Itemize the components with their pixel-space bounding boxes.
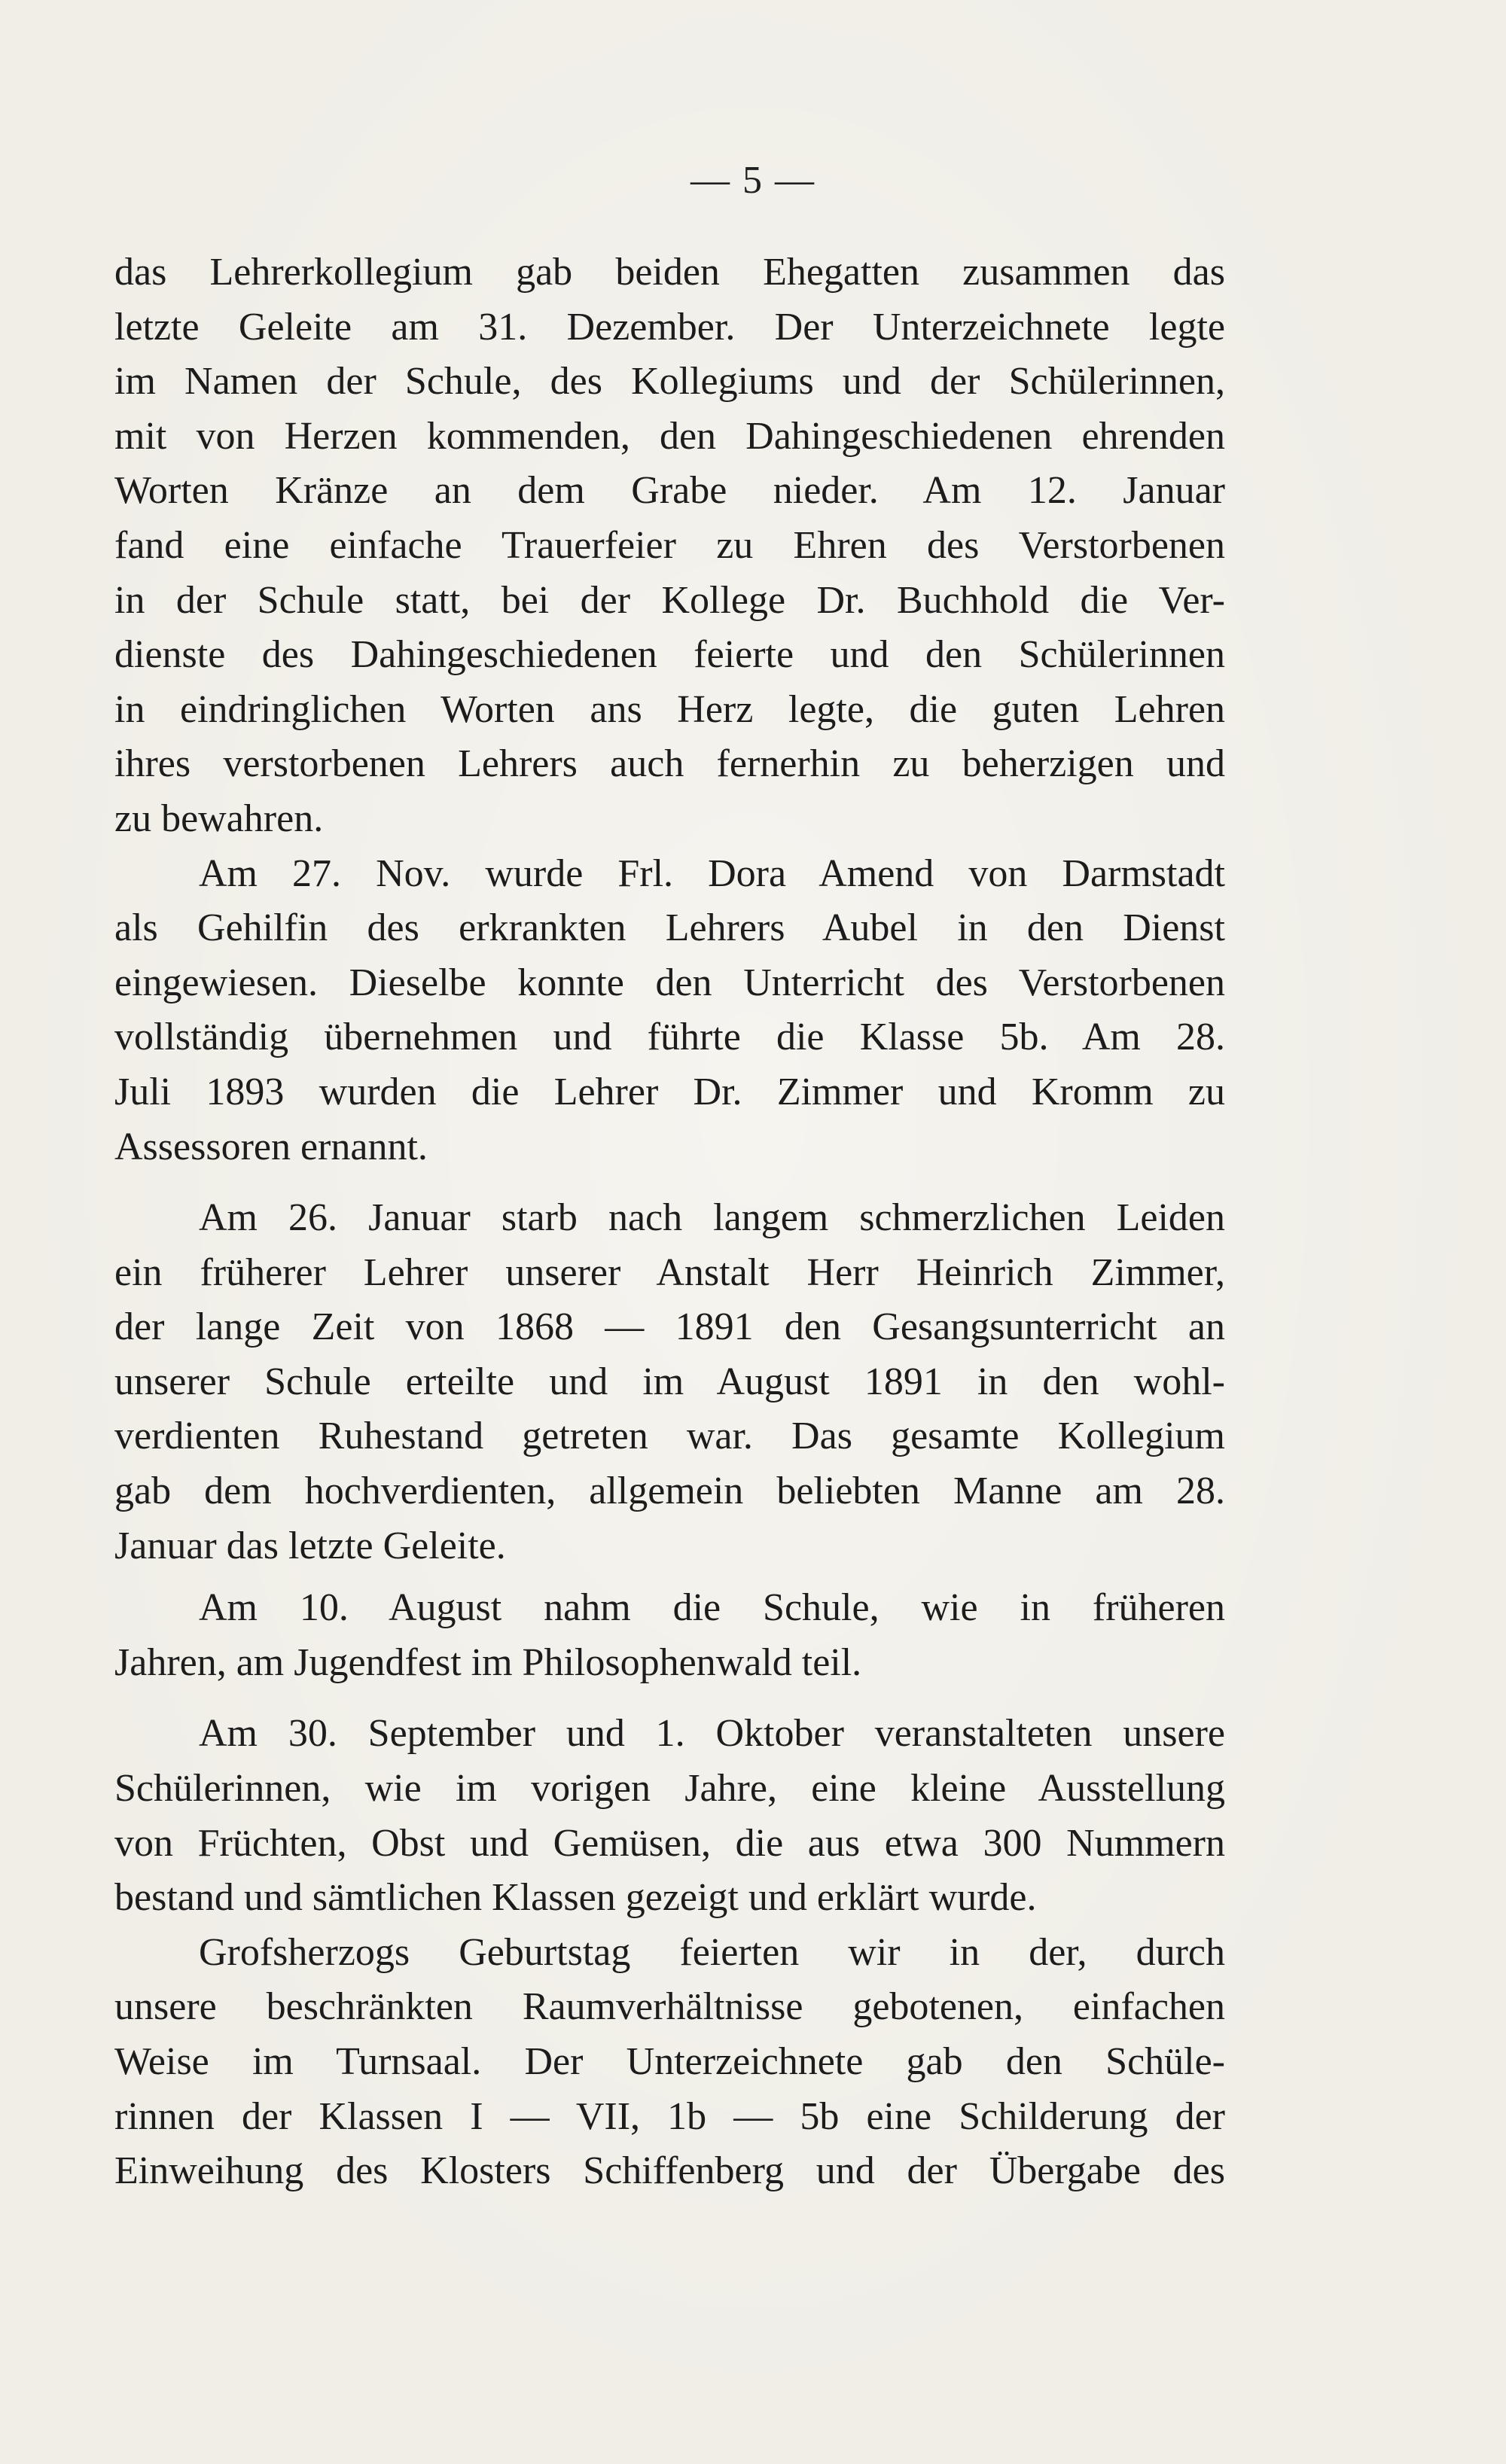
- text-line: eingewiesen. Dieselbe konnte den Unterricht des Verstorbenen: [114, 961, 1225, 1004]
- paragraph: [114, 245, 1225, 847]
- text-line: der lange Zeit von 1868 — 1891 den Gesangsunterricht an: [114, 1305, 1225, 1349]
- text-line: im Namen der Schule, des Kollegiums und der Schülerinnen,: [114, 360, 1225, 404]
- text-line: Worten Kränze an dem Grabe nieder. Am 12. Januar: [114, 469, 1225, 513]
- text-line: Weise im Turnsaal. Der Unterzeichnete gab den Schüle-: [114, 2040, 1225, 2083]
- text-line: mit von Herzen kommenden, den Dahingeschiedenen ehrenden: [114, 414, 1225, 458]
- paragraph: [114, 1581, 1225, 1690]
- text-line: Schülerinnen, wie im vorigen Jahre, eine kleine Ausstellung: [114, 1767, 1225, 1811]
- text-line: das Lehrerkollegium gab beiden Ehegatten zusammen das: [114, 251, 1225, 294]
- text-line: fand eine einfache Trauerfeier zu Ehren des Verstorbenen: [114, 523, 1225, 567]
- paragraph-gap: [114, 1174, 1225, 1191]
- text-line: unserer Schule erteilte und im August 1891 in den wohl-: [114, 1360, 1225, 1403]
- text-line: Januar das letzte Geleite.: [114, 1524, 506, 1567]
- paragraph: [114, 847, 1225, 1175]
- text-line: als Gehilfin des erkrankten Lehrers Aubel in den Dienst: [114, 906, 1225, 950]
- text-line: unsere beschränkten Raumverhältnisse gebotenen, einfachen: [114, 1985, 1225, 2029]
- text-line: Jahren, am Jugendfest im Philosophenwald teil.: [114, 1640, 862, 1684]
- text-line: von Früchten, Obst und Gemüsen, die aus etwa 300 Nummern: [114, 1821, 1225, 1865]
- page-number: — 5 —: [691, 159, 815, 202]
- paragraph: [114, 1707, 1225, 1925]
- text-line: rinnen der Klassen I — VII, 1b — 5b eine Schilderung der: [114, 2094, 1225, 2138]
- paragraph: [114, 1191, 1225, 1573]
- text-line: verdienten Ruhestand getreten war. Das gesamte Kollegium: [114, 1415, 1225, 1458]
- text-line: Am 10. August nahm die Schule, wie in früheren: [199, 1586, 1225, 1630]
- text-line: ihres verstorbenen Lehrers auch fernerhin zu beherzigen und: [114, 742, 1225, 786]
- text-line: bestand und sämtlichen Klassen gezeigt und erklärt wurde.: [114, 1876, 1037, 1920]
- text-line: Juli 1893 wurden die Lehrer Dr. Zimmer und Kromm zu: [114, 1070, 1225, 1113]
- paragraph: [114, 1926, 1225, 2199]
- text-line: Am 30. September und 1. Oktober veranstalteten unsere: [199, 1712, 1225, 1756]
- text-line: zu bewahren.: [114, 796, 324, 840]
- text-line: Assessoren ernannt.: [114, 1125, 428, 1168]
- text-line: letzte Geleite am 31. Dezember. Der Unterzeichnete legte: [114, 305, 1225, 349]
- text-line: ein früherer Lehrer unserer Anstalt Herr Heinrich Zimmer,: [114, 1250, 1225, 1294]
- paragraph-gap: [114, 1690, 1225, 1707]
- text-line: gab dem hochverdienten, allgemein beliebten Manne am 28.: [114, 1470, 1225, 1513]
- text-line: Einweihung des Klosters Schiffenberg und der Übergabe des: [114, 2149, 1225, 2193]
- text-line: in der Schule statt, bei der Kollege Dr. Buchhold die Ver-: [114, 578, 1225, 622]
- paragraph-gap: [114, 1573, 1225, 1581]
- text-line: Grofsherzogs Geburtstag feierten wir in der, durch: [199, 1930, 1225, 1974]
- text-line: Am 26. Januar starb nach langem schmerzlichen Leiden: [199, 1196, 1225, 1240]
- text-line: in eindringlichen Worten ans Herz legte, die guten Lehren: [114, 687, 1225, 731]
- text-line: Am 27. Nov. wurde Frl. Dora Amend von Darmstadt: [199, 851, 1225, 895]
- text-line: vollständig übernehmen und führte die Klasse 5b. Am 28.: [114, 1016, 1225, 1059]
- body-text: [114, 245, 1225, 2199]
- text-line: dienste des Dahingeschiedenen feierte und den Schülerinnen: [114, 633, 1225, 677]
